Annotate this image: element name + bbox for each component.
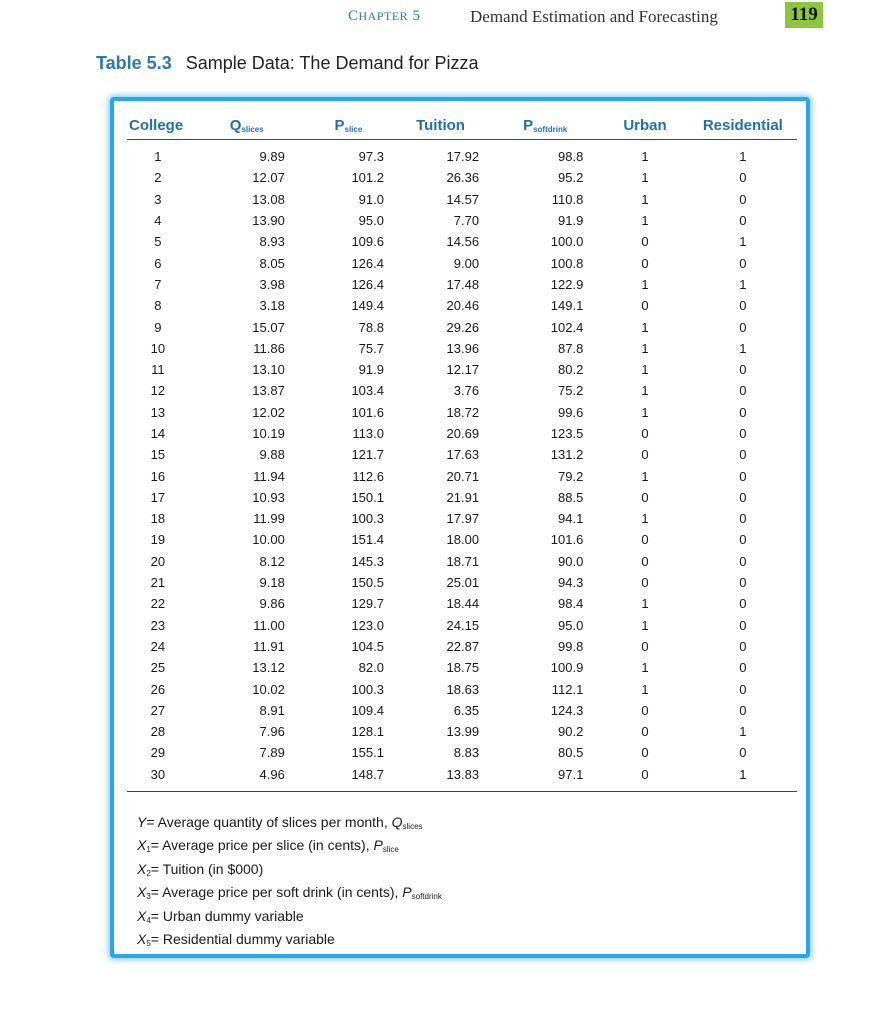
cell-tuition: 6.35 [453, 702, 480, 718]
cell-q-slices: 11.86 [253, 340, 285, 356]
legend-symbol: Q [391, 814, 403, 830]
table-row [127, 465, 797, 486]
table-title: Sample Data: The Demand for Pizza [185, 53, 479, 73]
cell-tuition: 25.01 [446, 575, 480, 591]
legend-variable: X [137, 884, 147, 901]
cell-q-slices: 13.08 [252, 191, 285, 207]
cell-tuition: 22.87 [446, 638, 480, 654]
legend-variable-sub: 1 [146, 845, 151, 855]
cell-residential: 0 [739, 213, 747, 229]
cell-residential: 0 [739, 638, 747, 654]
cell-urban: 1 [641, 681, 649, 697]
col-tuition: Tuition [392, 111, 489, 140]
cell-p-slice: 145.3 [351, 553, 384, 569]
table-row [127, 444, 797, 465]
cell-q-slices: 11.00 [253, 617, 285, 633]
legend-item [137, 813, 442, 836]
cell-residential: 1 [739, 234, 747, 250]
cell-urban: 1 [641, 617, 649, 633]
chapter-number: 5 [412, 8, 421, 24]
cell-p-softdrink: 97.1 [489, 764, 601, 792]
table-body [127, 140, 797, 792]
cell-college: 15 [150, 447, 166, 463]
cell-p-slice: 101.6 [351, 404, 384, 420]
col-q-slices [189, 111, 305, 140]
cell-urban: 1 [641, 340, 649, 356]
legend-variable: Y [137, 814, 147, 830]
cell-q-slices: 9.18 [259, 575, 285, 591]
cell-urban: 0 [641, 553, 649, 569]
cell-p-slice: 109.4 [351, 702, 384, 718]
running-title: Demand Estimation and Forecasting [470, 7, 718, 26]
cell-college: 20 [150, 553, 166, 569]
cell-p-softdrink: 75.2 [558, 383, 584, 399]
cell-q-slices: 10.00 [252, 532, 285, 548]
cell-q-slices: 15.07 [252, 319, 285, 335]
cell-college: 8 [154, 298, 162, 314]
col-urban: Urban [601, 111, 688, 140]
table-caption [96, 53, 479, 74]
col-p-sub: slice [344, 124, 363, 134]
col-p-main: P [334, 116, 345, 134]
col-s-sub: softdrink [533, 124, 568, 134]
cell-tuition: 14.56 [446, 234, 480, 250]
cell-residential: 0 [739, 298, 747, 314]
legend-variable-sub: 4 [146, 915, 151, 925]
cell-college: 25 [150, 660, 166, 676]
table-row [127, 189, 797, 210]
cell-p-slice: 104.5 [351, 638, 384, 654]
table-row [127, 508, 797, 529]
table-row [127, 742, 797, 763]
cell-p-softdrink: 80.5 [558, 745, 584, 761]
cell-tuition: 17.92 [446, 149, 480, 165]
cell-urban: 1 [641, 404, 649, 420]
cell-p-softdrink: 95.0 [558, 617, 584, 633]
table-row [127, 140, 797, 168]
cell-tuition: 14.57 [446, 191, 480, 207]
cell-tuition: 13.83 [392, 764, 489, 792]
cell-p-softdrink: 99.8 [558, 638, 584, 654]
legend-symbol-sub: softdrink [411, 892, 442, 902]
legend-symbol-sub: slices [402, 822, 423, 831]
cell-q-slices: 4.96 [189, 764, 305, 792]
cell-q-slices: 11.91 [253, 638, 285, 654]
cell-p-softdrink: 122.9 [550, 276, 584, 292]
legend-item [137, 883, 442, 906]
cell-p-slice: 151.4 [351, 532, 384, 548]
cell-q-slices: 13.10 [252, 362, 285, 378]
pizza-demand-table [127, 111, 797, 792]
table-row [127, 295, 797, 316]
cell-p-softdrink: 101.6 [550, 532, 584, 548]
table-row [127, 615, 797, 636]
cell-college: 22 [150, 596, 166, 612]
cell-tuition: 17.97 [446, 511, 480, 527]
cell-p-softdrink: 90.0 [558, 553, 584, 569]
cell-residential: 1 [739, 276, 747, 292]
legend-description: = Average price per slice (in cents), [150, 837, 374, 854]
table-row [127, 338, 797, 359]
cell-q-slices: 13.12 [252, 660, 285, 676]
cell-residential: 0 [739, 170, 747, 186]
cell-q-slices: 10.93 [252, 489, 285, 505]
cell-urban: 0 [641, 532, 649, 548]
cell-q-slices: 8.05 [259, 255, 285, 271]
legend-variable-sub: 2 [146, 868, 151, 878]
cell-college: 9 [154, 319, 162, 335]
cell-q-slices: 8.93 [259, 234, 285, 250]
cell-urban: 1 [641, 383, 649, 399]
cell-college: 18 [150, 511, 166, 527]
header-row [127, 111, 797, 140]
cell-urban: 1 [641, 276, 649, 292]
cell-p-slice: 101.2 [351, 170, 384, 186]
cell-p-softdrink: 87.8 [558, 340, 584, 356]
legend-symbol: P [373, 837, 383, 854]
cell-p-softdrink: 79.2 [558, 468, 584, 484]
cell-college: 5 [154, 234, 162, 250]
cell-residential: 0 [739, 745, 747, 761]
cell-q-slices: 11.99 [253, 511, 285, 527]
cell-p-slice: 95.0 [358, 213, 384, 229]
table-row [127, 657, 797, 678]
cell-college: 12 [150, 383, 166, 399]
cell-residential: 1 [739, 340, 747, 356]
cell-p-softdrink: 112.1 [551, 681, 584, 697]
table-row [127, 402, 797, 423]
cell-p-slice: 149.4 [351, 298, 384, 314]
cell-residential: 0 [739, 553, 747, 569]
col-residential: Residential [689, 111, 797, 140]
cell-p-softdrink: 80.2 [558, 362, 584, 378]
cell-college: 21 [150, 575, 166, 591]
cell-college: 11 [151, 362, 165, 378]
cell-tuition: 18.00 [446, 532, 480, 548]
page-number: 119 [785, 2, 823, 28]
cell-q-slices: 7.89 [259, 745, 285, 761]
cell-tuition: 24.15 [446, 617, 480, 633]
cell-urban: 1 [641, 149, 649, 165]
cell-college: 27 [150, 702, 166, 718]
table-row [127, 167, 797, 188]
cell-tuition: 18.71 [446, 553, 480, 569]
cell-p-slice: 112.6 [352, 468, 384, 484]
cell-tuition: 29.26 [446, 319, 480, 335]
cell-urban: 0 [641, 426, 649, 441]
col-p-softdrink [489, 111, 601, 140]
cell-residential: 0 [739, 191, 747, 207]
cell-q-slices: 13.90 [252, 213, 285, 229]
cell-q-slices: 12.02 [252, 404, 285, 420]
cell-tuition: 17.63 [446, 447, 480, 463]
cell-urban: 1 [641, 660, 649, 676]
legend-variable: X [137, 931, 147, 948]
legend-description: = Residential dummy variable [150, 931, 335, 948]
cell-p-softdrink: 90.2 [558, 724, 584, 740]
cell-urban: 0 [641, 489, 649, 505]
cell-p-slice: 100.3 [351, 681, 384, 697]
cell-college: 30 [127, 764, 189, 792]
cell-p-softdrink: 100.0 [550, 234, 584, 250]
table-row [127, 529, 797, 550]
cell-urban: 0 [641, 745, 649, 761]
cell-college: 28 [150, 724, 166, 740]
cell-q-slices: 3.18 [259, 298, 285, 314]
cell-q-slices: 8.12 [259, 553, 285, 569]
cell-residential: 0 [739, 617, 747, 633]
table-row [127, 423, 797, 444]
cell-tuition: 8.83 [453, 745, 480, 761]
cell-urban: 0 [601, 764, 688, 792]
cell-p-softdrink: 95.2 [558, 170, 584, 186]
cell-urban: 0 [641, 724, 649, 740]
cell-urban: 0 [641, 447, 649, 463]
cell-tuition: 21.91 [446, 489, 480, 505]
cell-p-slice: 128.1 [351, 724, 384, 740]
cell-college: 7 [154, 276, 162, 292]
cell-p-softdrink: 98.4 [558, 596, 584, 612]
cell-tuition: 20.69 [446, 426, 480, 441]
table-row [127, 210, 797, 231]
chapter-initial: C [348, 8, 359, 24]
cell-p-slice: 129.7 [351, 596, 384, 612]
cell-tuition: 13.96 [446, 340, 480, 356]
cell-p-softdrink: 149.1 [550, 298, 584, 314]
cell-p-softdrink: 124.3 [550, 702, 584, 718]
legend-symbol-sub: slice [382, 845, 399, 855]
col-p-slice [305, 111, 392, 140]
cell-college: 4 [154, 213, 162, 229]
cell-college: 2 [154, 170, 162, 186]
cell-urban: 1 [641, 362, 649, 378]
cell-p-softdrink: 100.9 [550, 660, 584, 676]
cell-tuition: 18.75 [446, 660, 480, 676]
cell-p-softdrink: 98.8 [558, 149, 584, 165]
table-row [127, 636, 797, 657]
legend-description: = Average quantity of slices per month, [146, 814, 392, 830]
cell-q-slices: 3.98 [259, 276, 285, 292]
cell-tuition: 12.17 [446, 362, 480, 378]
cell-p-slice: 121.7 [351, 447, 384, 463]
cell-college: 6 [154, 255, 162, 271]
cell-urban: 1 [641, 511, 649, 527]
legend-variable-sub: 3 [146, 892, 151, 902]
cell-p-slice: 123.0 [351, 617, 384, 633]
table-row [127, 359, 797, 380]
cell-q-slices: 8.91 [259, 702, 285, 718]
cell-p-slice: 82.0 [358, 660, 384, 676]
cell-urban: 1 [641, 319, 649, 335]
chapter-word: HAPTER [358, 9, 409, 23]
cell-p-slice: 148.7 [305, 764, 392, 792]
cell-urban: 0 [641, 298, 649, 314]
cell-residential: 0 [739, 575, 747, 591]
cell-p-slice: 100.3 [351, 511, 384, 527]
cell-residential: 0 [739, 426, 747, 441]
cell-residential: 1 [689, 764, 797, 792]
cell-college: 26 [150, 681, 166, 697]
table-row [127, 252, 797, 273]
col-college: College [127, 111, 189, 140]
legend-variable: X [137, 860, 147, 877]
cell-college: 29 [150, 745, 166, 761]
cell-q-slices: 13.87 [252, 383, 285, 399]
cell-college: 10 [150, 340, 166, 356]
cell-residential: 0 [739, 489, 747, 505]
table-row [127, 764, 797, 792]
cell-urban: 1 [641, 213, 649, 229]
cell-college: 23 [150, 617, 166, 633]
legend-variable: X [137, 837, 147, 854]
cell-urban: 1 [641, 170, 649, 186]
table-row [127, 593, 797, 614]
cell-q-slices: 10.19 [252, 426, 285, 441]
table-frame [110, 97, 810, 958]
cell-q-slices: 11.94 [253, 468, 285, 484]
cell-residential: 0 [739, 362, 747, 378]
cell-tuition: 26.36 [446, 170, 480, 186]
cell-residential: 0 [739, 319, 747, 335]
cell-urban: 0 [641, 255, 649, 271]
cell-p-softdrink: 94.3 [558, 575, 584, 591]
page-header [0, 2, 873, 28]
cell-residential: 0 [739, 511, 747, 527]
cell-college: 13 [150, 404, 166, 420]
table-row [127, 572, 797, 593]
cell-tuition: 18.63 [446, 681, 480, 697]
cell-p-slice: 97.3 [358, 149, 384, 165]
cell-q-slices: 10.02 [252, 681, 285, 697]
cell-q-slices: 12.07 [252, 170, 285, 186]
legend-description: = Urban dummy variable [150, 907, 304, 924]
table-row [127, 487, 797, 508]
cell-p-softdrink: 123.5 [550, 426, 584, 441]
cell-residential: 0 [739, 447, 747, 463]
cell-residential: 0 [739, 383, 747, 399]
cell-p-softdrink: 94.1 [558, 511, 584, 527]
legend-variable: X [137, 907, 147, 924]
table-row [127, 380, 797, 401]
cell-residential: 1 [739, 724, 747, 740]
cell-college: 14 [150, 426, 166, 441]
cell-residential: 0 [739, 255, 747, 271]
cell-tuition: 18.72 [446, 404, 480, 420]
cell-tuition: 20.46 [446, 298, 480, 314]
cell-tuition: 20.71 [446, 468, 480, 484]
cell-residential: 0 [739, 702, 747, 718]
legend-item [137, 907, 442, 930]
cell-p-slice: 75.7 [358, 340, 384, 356]
col-q-main: Q [229, 116, 242, 134]
cell-residential: 0 [739, 468, 747, 484]
table-row [127, 231, 797, 252]
table-row [127, 316, 797, 337]
cell-urban: 1 [641, 468, 649, 484]
table-row [127, 551, 797, 572]
legend-symbol: P [402, 884, 412, 901]
cell-p-softdrink: 91.9 [558, 213, 584, 229]
cell-residential: 0 [739, 404, 747, 420]
cell-urban: 0 [641, 234, 649, 250]
cell-urban: 1 [641, 191, 649, 207]
col-s-main: P [523, 116, 534, 134]
legend-description: = Tuition (in $000) [150, 860, 264, 877]
table-row [127, 700, 797, 721]
cell-p-slice: 91.9 [358, 362, 384, 378]
cell-tuition: 9.00 [453, 255, 480, 271]
col-q-sub: slices [241, 124, 264, 134]
cell-urban: 0 [641, 638, 649, 654]
table-number: Table 5.3 [96, 53, 172, 73]
legend-item [137, 860, 442, 883]
cell-tuition: 7.70 [453, 213, 480, 229]
cell-q-slices: 9.88 [259, 447, 285, 463]
cell-tuition: 13.99 [446, 724, 480, 740]
cell-p-slice: 150.5 [351, 575, 384, 591]
cell-residential: 0 [739, 660, 747, 676]
cell-p-slice: 155.1 [351, 745, 384, 761]
cell-college: 3 [154, 191, 162, 207]
cell-p-slice: 126.4 [351, 255, 384, 271]
cell-urban: 0 [641, 702, 649, 718]
table-row [127, 678, 797, 699]
cell-p-slice: 78.8 [358, 319, 384, 335]
cell-q-slices: 7.96 [259, 724, 285, 740]
cell-q-slices: 9.86 [259, 596, 285, 612]
legend-item [137, 930, 442, 953]
legend-item [137, 836, 442, 859]
cell-tuition: 3.76 [453, 383, 480, 399]
table-row [127, 721, 797, 742]
cell-p-slice: 126.4 [351, 276, 384, 292]
cell-p-softdrink: 100.8 [550, 255, 584, 271]
cell-college: 24 [150, 638, 166, 654]
variable-legend [137, 813, 442, 953]
cell-college: 16 [150, 468, 166, 484]
cell-p-softdrink: 99.6 [558, 404, 584, 420]
cell-residential: 1 [739, 149, 747, 165]
cell-college: 17 [150, 489, 166, 505]
cell-college: 19 [150, 532, 166, 548]
cell-p-slice: 91.0 [358, 191, 384, 207]
legend-description: = Average price per soft drink (in cents), [150, 884, 403, 901]
cell-residential: 0 [739, 596, 747, 612]
chapter-label [348, 8, 420, 25]
cell-p-softdrink: 102.4 [550, 319, 584, 335]
cell-college: 1 [154, 149, 162, 165]
cell-urban: 0 [641, 575, 649, 591]
cell-tuition: 17.48 [446, 276, 480, 292]
cell-p-slice: 150.1 [351, 489, 384, 505]
cell-p-slice: 113.0 [352, 426, 384, 441]
cell-p-softdrink: 131.2 [550, 447, 584, 463]
cell-residential: 0 [739, 681, 747, 697]
cell-p-softdrink: 110.8 [551, 191, 584, 207]
cell-p-slice: 103.4 [351, 383, 384, 399]
cell-p-softdrink: 88.5 [558, 489, 584, 505]
cell-p-slice: 109.6 [351, 234, 384, 250]
cell-q-slices: 9.89 [259, 149, 285, 165]
legend-variable-sub: 5 [146, 939, 151, 949]
cell-urban: 1 [641, 596, 649, 612]
cell-tuition: 18.44 [446, 596, 480, 612]
table-row [127, 274, 797, 295]
cell-residential: 0 [739, 532, 747, 548]
